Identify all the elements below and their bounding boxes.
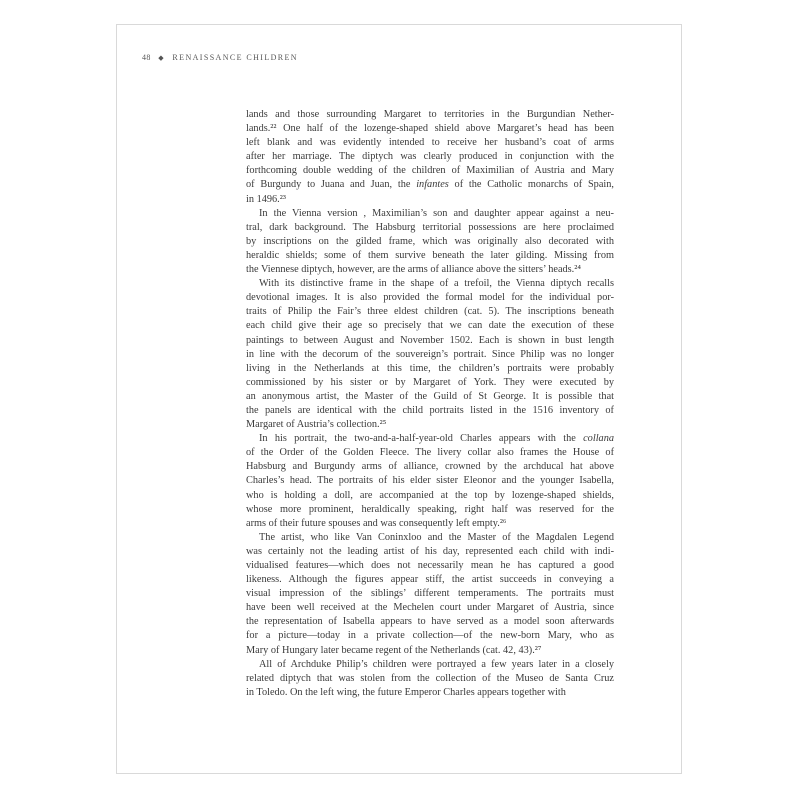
paragraph <box>246 108 614 207</box>
diamond-ornament-icon: ◆ <box>158 54 166 62</box>
text-line: The artist, who like Van Coninxloo and the Master of the Magdalen Legend <box>259 531 614 543</box>
text-line: arms of their future spouses and was consequently left empty.²⁶ <box>246 517 507 529</box>
paragraph <box>246 277 614 432</box>
text-line: traits of Philip the Fair’s three eldest children (cat. 5). The inscriptions beneath <box>246 306 614 318</box>
paragraph <box>246 432 614 531</box>
text-line: the panels are identical with the child portraits listed in the 1516 inventory of <box>246 404 614 416</box>
text-line: the Viennese diptych, however, are the arms of alliance above the sitters’ heads.²⁴ <box>246 264 581 276</box>
text-line: related diptych that was stolen from the collection of the Museo de Santa Cruz <box>246 672 614 684</box>
text-line: each child give their age so precisely that we can date the execution of these <box>246 320 614 332</box>
text-line: paintings to between August and November 1502. Each is shown in bust length <box>246 334 614 346</box>
text-line: vidualised features—which does not necessarily mean he has captured a good <box>246 560 614 571</box>
text-line: whose more prominent, heraldically speaking, right half was reserved for the <box>246 503 614 515</box>
text-line: for a picture—today in a private collection—of the new-born Mary, who as <box>246 630 614 642</box>
text-line: Margaret of Austria’s collection.²⁵ <box>246 419 387 431</box>
text-line: of Burgundy to Juana and Juan, the infantes of the Catholic monarchs of Spain, <box>246 179 614 191</box>
text-line: lands.²² One half of the lozenge-shaped shield above Margaret’s head has been <box>246 123 614 135</box>
text-line: commissioned by his sister or by Margaret of York. They were executed by <box>246 376 614 388</box>
running-head <box>142 53 298 62</box>
text-line: after her marriage. The diptych was clearly produced in conjunction with the <box>246 151 614 163</box>
book-page <box>116 24 682 774</box>
paragraph <box>246 531 614 658</box>
text-line: Charles’s head. The portraits of his elder sister Eleonor and the younger Isabella, <box>246 475 614 487</box>
text-line: an anonymous artist, the Master of the Guild of St George. It is possible that <box>246 390 614 402</box>
text-line: was certainly not the leading artist of his day, represented each child with indi- <box>246 545 614 557</box>
text-line: lands and those surrounding Margaret to territories in the Burgundian Nether- <box>246 109 614 120</box>
paragraph <box>246 207 614 277</box>
text-line: visual impression of the siblings’ different temperaments. The portraits must <box>246 588 614 600</box>
running-head-title: RENAISSANCE CHILDREN <box>172 53 298 62</box>
text-line: have been well received at the Mechelen court under Margaret of Austria, since <box>246 602 614 614</box>
text-line: living in the Netherlands at this time, the children’s portraits were probably <box>246 362 614 374</box>
text-line: With its distinctive frame in the shape of a trefoil, the Vienna diptych recalls <box>259 278 614 290</box>
body-text <box>246 108 614 700</box>
text-line: who is holding a doll, are accompanied at the top by lozenge-shaped shields, <box>246 489 614 501</box>
text-line: All of Archduke Philip’s children were portrayed a few years later in a closely <box>259 658 614 670</box>
text-line: likeness. Although the figures appear stiff, the artist succeeds in conveying a <box>246 574 614 586</box>
text-line: in line with the decorum of the souvereign’s portrait. Since Philip was no longer <box>246 348 614 360</box>
text-line: heraldic shields; some of them survive beneath the later gilding. Missing from <box>246 249 614 261</box>
text-line: by inscriptions on the gilded frame, which was originally also decorated with <box>246 235 614 247</box>
text-line: the representation of Isabella appears to have served as a model soon afterwards <box>246 616 614 628</box>
text-line: in Toledo. On the left wing, the future Emperor Charles appears together with <box>246 686 566 698</box>
text-line: Mary of Hungary later became regent of the Netherlands (cat. 42, 43).²⁷ <box>246 644 542 656</box>
paragraph <box>246 658 614 700</box>
text-line: In his portrait, the two-and-a-half-year-old Charles appears with the collana <box>259 433 614 445</box>
text-line: devotional images. It is also provided the formal model for the individual por- <box>246 292 614 304</box>
text-line: tral, dark background. The Habsburg territorial possessions are here proclaimed <box>246 221 614 233</box>
text-line: forthcoming double wedding of the children of Maximilian of Austria and Mary <box>246 165 614 177</box>
page-number: 48 <box>142 53 151 62</box>
text-line: of the Order of the Golden Fleece. The livery collar also frames the House of <box>246 447 614 459</box>
text-line: In the Vienna version , Maximilian’s son and daughter appear against a neu- <box>259 207 614 219</box>
text-line: left blank and was evidently intended to receive her husband’s coat of arms <box>246 137 614 149</box>
text-line: Habsburg and Burgundy arms of alliance, crowned by the archducal hat above <box>246 461 614 473</box>
text-line: in 1496.²³ <box>246 193 286 205</box>
